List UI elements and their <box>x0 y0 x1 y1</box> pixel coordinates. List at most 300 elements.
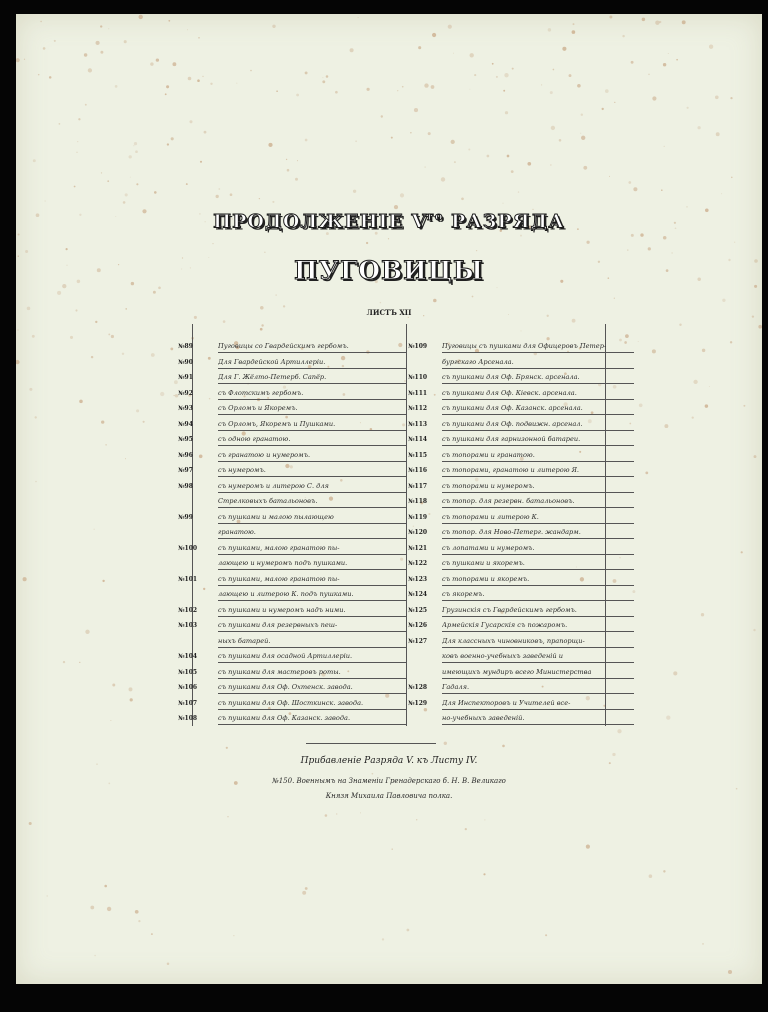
foxing-spot <box>23 577 27 581</box>
left-item-number: №104 <box>178 653 198 660</box>
foxing-spot <box>101 420 104 423</box>
right-item-number: №126 <box>408 622 428 629</box>
foxing-spot <box>134 142 137 145</box>
foxing-spot <box>609 176 610 177</box>
foxing-spot <box>659 21 661 23</box>
sheet-number: ЛИСТЪ XII <box>366 308 412 317</box>
foxing-spot <box>468 148 470 150</box>
foxing-spot <box>336 814 337 815</box>
foxing-spot <box>572 30 576 34</box>
foxing-spot <box>104 885 107 888</box>
foxing-spot <box>85 630 89 634</box>
left-item-text: съ Орломъ, Якоремъ и Пушками. <box>218 418 406 431</box>
foxing-spot <box>520 235 522 237</box>
foxing-spot <box>45 201 46 202</box>
foxing-spot <box>90 906 94 910</box>
left-row <box>178 526 406 540</box>
foxing-spot <box>754 285 757 288</box>
foxing-spot <box>507 155 510 158</box>
foxing-spot <box>57 291 61 295</box>
foxing-spot <box>679 324 681 326</box>
foxing-spot <box>511 170 514 173</box>
right-row <box>408 666 634 680</box>
foxing-spot <box>297 160 298 161</box>
foxing-spot <box>154 191 157 194</box>
left-item-number: №106 <box>178 684 198 691</box>
foxing-spot <box>202 76 203 77</box>
left-item-text: Для Г. Жёлто-Петерб. Сапёр. <box>218 371 406 384</box>
foxing-spot <box>652 349 656 353</box>
foxing-spot <box>129 155 132 158</box>
foxing-spot <box>198 37 200 39</box>
left-row <box>178 371 406 385</box>
foxing-spot <box>397 90 398 91</box>
foxing-spot <box>664 424 668 428</box>
foxing-spot <box>130 177 131 178</box>
foxing-spot <box>461 197 464 200</box>
foxing-spot <box>502 203 503 204</box>
foxing-spot <box>663 870 665 872</box>
right-item-text: съ пушками для гарнизонной батареи. <box>442 433 634 446</box>
left-item-text: съ пушками, малою гранатою пы- <box>218 542 406 555</box>
foxing-spot <box>101 172 102 173</box>
foxing-spot <box>100 25 102 27</box>
foxing-spot <box>671 252 672 253</box>
left-row <box>178 542 406 556</box>
foxing-spot <box>133 145 134 146</box>
left-row <box>178 449 406 463</box>
right-row <box>408 542 634 556</box>
foxing-spot <box>43 47 46 50</box>
left-item-text: гранатою. <box>218 526 406 539</box>
foxing-spot <box>287 169 290 172</box>
foxing-spot <box>642 18 645 21</box>
foxing-spot <box>583 166 587 170</box>
foxing-spot <box>577 84 581 88</box>
right-item-text: съ топорами и якоремъ. <box>442 573 634 586</box>
foxing-spot <box>305 887 308 890</box>
right-item-number: №128 <box>408 684 428 691</box>
foxing-spot <box>322 80 325 83</box>
right-item-number: №121 <box>408 544 428 552</box>
foxing-spot <box>382 938 384 940</box>
foxing-spot <box>91 356 93 358</box>
foxing-spot <box>743 405 745 407</box>
left-item-text: съ Флотскимъ гербомъ. <box>218 387 406 400</box>
foxing-spot <box>355 140 357 142</box>
foxing-spot <box>326 232 329 235</box>
foxing-spot <box>451 140 455 144</box>
foxing-spot <box>360 812 361 813</box>
foxing-spot <box>512 68 514 70</box>
right-row <box>408 433 634 447</box>
foxing-spot <box>655 21 659 25</box>
left-row <box>178 511 406 525</box>
foxing-spot <box>94 955 96 957</box>
left-item-text: съ пушками для Оф. Шосткинск. завода. <box>218 697 406 710</box>
foxing-spot <box>186 183 188 185</box>
right-row <box>408 480 634 494</box>
right-item-number: №127 <box>408 637 428 645</box>
foxing-spot <box>197 79 200 82</box>
right-item-number: №123 <box>408 575 428 583</box>
foxing-spot <box>730 97 732 99</box>
foxing-spot <box>124 40 127 43</box>
right-item-text: съ пушками и якоремъ. <box>442 557 634 570</box>
left-item-text: ныхъ батарей. <box>218 635 406 648</box>
foxing-spot <box>666 715 670 719</box>
foxing-spot <box>736 788 738 790</box>
foxing-spot <box>17 329 18 330</box>
foxing-spot <box>496 287 497 288</box>
left-row <box>178 650 406 664</box>
right-item-text: съ лопатами и нумеромъ. <box>442 542 634 555</box>
footer-note-line2: Князя Михаила Павловича полка. <box>325 792 453 800</box>
right-item-text: съ топорами, гранатою и литерою Я. <box>442 464 634 477</box>
title-continuation: ПРОДОЛЖЕНІЕ $V^{го}$ РАЗРЯДА <box>213 210 565 233</box>
right-row <box>408 495 634 509</box>
foxing-spot <box>504 73 508 77</box>
foxing-spot <box>664 146 665 147</box>
foxing-spot <box>32 335 35 338</box>
foxing-spot <box>102 580 104 582</box>
foxing-spot <box>350 48 354 52</box>
foxing-spot <box>633 187 637 191</box>
left-item-text: Пуговицы со Гвардейскимъ гербомъ. <box>218 340 406 353</box>
foxing-spot <box>503 90 505 92</box>
foxing-spot <box>94 529 95 530</box>
foxing-spot <box>553 69 555 71</box>
foxing-spot <box>59 123 61 125</box>
foxing-spot <box>631 61 634 64</box>
foxing-spot <box>268 143 272 147</box>
foxing-spot <box>673 671 677 675</box>
foxing-spot <box>372 773 374 775</box>
foxing-spot <box>366 242 368 244</box>
foxing-spot <box>392 848 393 849</box>
foxing-spot <box>741 551 743 553</box>
foxing-spot <box>170 347 173 350</box>
foxing-spot <box>693 380 697 384</box>
foxing-spot <box>302 891 306 895</box>
foxing-spot <box>160 392 164 396</box>
foxing-spot <box>472 296 474 298</box>
foxing-spot <box>259 198 260 199</box>
left-item-text: съ Орломъ и Якоремъ. <box>218 402 406 415</box>
foxing-spot <box>63 661 65 663</box>
left-item-text: съ пушками, малою гранатою пы- <box>218 573 406 586</box>
right-item-text: съ топор. для резервн. батальоновъ. <box>442 495 634 508</box>
foxing-spot <box>25 250 28 253</box>
left-row <box>178 340 406 354</box>
foxing-spot <box>470 89 471 90</box>
foxing-spot <box>136 409 139 412</box>
foxing-spot <box>100 51 103 54</box>
foxing-spot <box>545 934 547 936</box>
foxing-spot <box>47 895 48 896</box>
foxing-spot <box>40 21 41 22</box>
left-row <box>178 356 406 370</box>
foxing-spot <box>325 814 328 817</box>
foxing-spot <box>715 95 719 99</box>
foxing-spot <box>391 137 393 139</box>
right-row <box>408 588 634 602</box>
foxing-spot <box>550 91 553 94</box>
foxing-spot <box>130 698 133 701</box>
right-item-number: №113 <box>408 420 428 428</box>
foxing-spot <box>286 159 287 160</box>
foxing-spot <box>226 747 228 749</box>
right-row <box>408 371 634 385</box>
left-row <box>178 433 406 447</box>
foxing-spot <box>79 662 80 663</box>
foxing-spot <box>614 102 615 103</box>
foxing-spot <box>705 404 708 407</box>
foxing-spot <box>645 472 648 475</box>
foxing-spot <box>734 242 735 243</box>
foxing-spot <box>721 193 722 194</box>
right-row <box>408 418 634 432</box>
foxing-spot <box>702 943 704 945</box>
foxing-spot <box>476 250 477 251</box>
foxing-spot <box>474 74 476 76</box>
foxing-spot <box>453 53 454 54</box>
foxing-spot <box>105 444 106 445</box>
right-item-number: №118 <box>408 498 428 505</box>
left-row <box>178 666 406 680</box>
foxing-spot <box>38 74 40 76</box>
foxing-spot <box>692 416 694 418</box>
foxing-spot <box>158 286 161 289</box>
title-buttons: ПУГОВИЦЫ <box>294 256 484 285</box>
left-item-text: съ пушками для мастеровъ роты. <box>218 666 406 679</box>
left-row <box>178 464 406 478</box>
foxing-spot <box>661 189 663 191</box>
left-row <box>178 619 406 633</box>
left-row <box>178 402 406 416</box>
left-item-number: №96 <box>178 451 193 459</box>
center-divider <box>406 324 407 726</box>
right-item-text: Армейскія Гусарскія съ пожаромъ. <box>442 619 634 632</box>
footer-addendum: Прибавленіе Разряда V. къ Листу IV. <box>300 756 478 766</box>
foxing-spot <box>123 201 126 204</box>
left-item-text: съ пушками для Оф. Охтенск. завода. <box>218 681 406 694</box>
foxing-spot <box>16 360 20 364</box>
left-row <box>178 712 406 726</box>
foxing-spot <box>96 41 100 45</box>
left-item-text: съ пушками для резервныхъ пеш- <box>218 619 406 632</box>
right-item-text: Для Инспекторовъ и Учителей все- <box>442 697 634 710</box>
foxing-spot <box>652 96 656 100</box>
foxing-spot <box>78 118 80 120</box>
right-row <box>408 681 634 695</box>
foxing-spot <box>276 295 277 296</box>
foxing-spot <box>135 910 139 914</box>
foxing-spot <box>492 63 494 65</box>
foxing-spot <box>107 907 111 911</box>
right-item-number: №112 <box>408 405 428 412</box>
right-row <box>408 402 634 416</box>
right-item-text: съ пушками для Оф. Кіевск. арсенала. <box>442 387 634 400</box>
right-item-text: бургскаго Арсенала. <box>442 356 634 369</box>
left-row <box>178 418 406 432</box>
foxing-spot <box>212 243 213 244</box>
foxing-spot <box>431 85 435 89</box>
foxing-spot <box>151 353 155 357</box>
right-item-number: №119 <box>408 513 428 521</box>
foxing-spot <box>24 59 25 60</box>
foxing-spot <box>35 481 37 483</box>
left-row <box>178 604 406 618</box>
foxing-spot <box>188 77 192 81</box>
foxing-spot <box>110 720 111 721</box>
foxing-spot <box>470 53 474 57</box>
foxing-spot <box>731 177 732 178</box>
left-item-number: №90 <box>178 358 193 366</box>
foxing-spot <box>709 386 710 387</box>
foxing-spot <box>559 139 562 142</box>
right-item-number: №111 <box>408 389 428 397</box>
foxing-spot <box>276 90 278 92</box>
left-item-number: №94 <box>178 420 193 428</box>
foxing-spot <box>682 20 686 24</box>
foxing-spot <box>122 353 124 355</box>
foxing-spot <box>441 177 445 181</box>
foxing-spot <box>639 403 643 407</box>
foxing-spot <box>227 816 228 817</box>
left-item-number: №100 <box>178 544 198 552</box>
foxing-spot <box>18 233 20 235</box>
foxing-spot <box>223 320 226 323</box>
right-item-number: №117 <box>408 482 428 490</box>
left-row <box>178 495 406 509</box>
foxing-spot <box>581 136 585 140</box>
foxing-spot <box>496 76 498 78</box>
foxing-spot <box>125 458 126 459</box>
right-row <box>408 511 634 525</box>
foxing-spot <box>709 45 713 49</box>
right-item-text: Для классныхъ чиновниковъ, прапорщи- <box>442 635 634 648</box>
right-row <box>408 573 634 587</box>
left-row <box>178 635 406 649</box>
left-row <box>178 557 406 571</box>
foxing-spot <box>701 613 704 616</box>
foxing-spot <box>410 132 411 133</box>
left-item-number: №99 <box>178 513 193 521</box>
foxing-spot <box>139 15 143 19</box>
foxing-spot <box>305 71 308 74</box>
foxing-spot <box>416 819 417 820</box>
foxing-spot <box>74 186 76 188</box>
foxing-spot <box>465 828 467 830</box>
foxing-spot <box>754 455 757 458</box>
left-item-number: №97 <box>178 467 193 474</box>
foxing-spot <box>322 77 323 78</box>
buttons-table <box>176 324 606 726</box>
left-item-text: съ пушками для Оф. Казанск. завода. <box>218 712 406 725</box>
left-item-text: Стрелковыхъ батальоновъ. <box>218 495 406 508</box>
right-item-text: съ пушками для Оф. Казанск. арсенала. <box>442 402 634 415</box>
foxing-spot <box>388 238 389 239</box>
left-item-number: №93 <box>178 405 193 412</box>
foxing-spot <box>394 205 398 209</box>
foxing-spot <box>153 291 156 294</box>
foxing-spot <box>166 85 169 88</box>
left-item-text: лающею и нумеромъ подъ пушками. <box>218 557 406 570</box>
foxing-spot <box>663 236 667 240</box>
left-row <box>178 480 406 494</box>
right-item-text: съ топорами и литерою К. <box>442 511 634 524</box>
foxing-spot <box>527 162 531 166</box>
foxing-spot <box>108 333 110 335</box>
foxing-spot <box>77 141 78 142</box>
foxing-spot <box>204 131 207 134</box>
left-item-number: №101 <box>178 575 198 583</box>
foxing-spot <box>167 143 169 145</box>
foxing-spot <box>602 108 604 110</box>
foxing-spot <box>237 83 238 84</box>
foxing-spot <box>609 16 612 19</box>
foxing-spot <box>432 33 436 37</box>
foxing-spot <box>84 53 87 56</box>
right-row <box>408 619 634 633</box>
foxing-spot <box>586 241 589 244</box>
left-item-number: №89 <box>178 343 193 350</box>
foxing-spot <box>572 319 576 323</box>
foxing-spot <box>115 85 118 88</box>
foxing-spot <box>551 126 555 130</box>
right-item-text: съ топорами и гранатою. <box>442 449 634 462</box>
left-item-number: №92 <box>178 389 193 397</box>
document-sheet <box>16 14 762 984</box>
foxing-spot <box>648 247 651 250</box>
right-row <box>408 526 634 540</box>
foxing-spot <box>272 25 275 28</box>
right-row <box>408 356 634 370</box>
foxing-spot <box>335 91 338 94</box>
left-item-text: лающею и литерою К. подъ пушками. <box>218 588 406 601</box>
right-item-number: №124 <box>408 591 428 598</box>
foxing-spot <box>305 139 308 142</box>
foxing-spot <box>218 188 220 190</box>
right-item-text: съ топор. для Ново-Петерг. жандарм. <box>442 526 634 539</box>
foxing-spot <box>614 298 615 299</box>
foxing-spot <box>136 183 138 185</box>
foxing-spot <box>627 249 628 250</box>
foxing-spot <box>49 76 52 79</box>
foxing-spot <box>358 17 359 18</box>
foxing-spot <box>753 629 755 631</box>
footer-rule <box>306 743 436 744</box>
foxing-spot <box>143 421 145 423</box>
right-row <box>408 712 634 726</box>
foxing-spot <box>541 84 542 85</box>
right-item-text: но-учебныхъ заведеній. <box>442 712 634 725</box>
foxing-spot <box>296 94 299 97</box>
right-item-number: №122 <box>408 560 428 567</box>
foxing-spot <box>687 107 689 109</box>
foxing-spot <box>433 299 437 303</box>
foxing-spot <box>33 159 36 162</box>
foxing-spot <box>548 28 551 31</box>
right-row <box>408 557 634 571</box>
foxing-spot <box>107 180 109 182</box>
foxing-spot <box>581 113 583 115</box>
left-row <box>178 573 406 587</box>
foxing-spot <box>200 161 202 163</box>
foxing-spot <box>407 929 410 932</box>
foxing-spot <box>550 164 551 165</box>
